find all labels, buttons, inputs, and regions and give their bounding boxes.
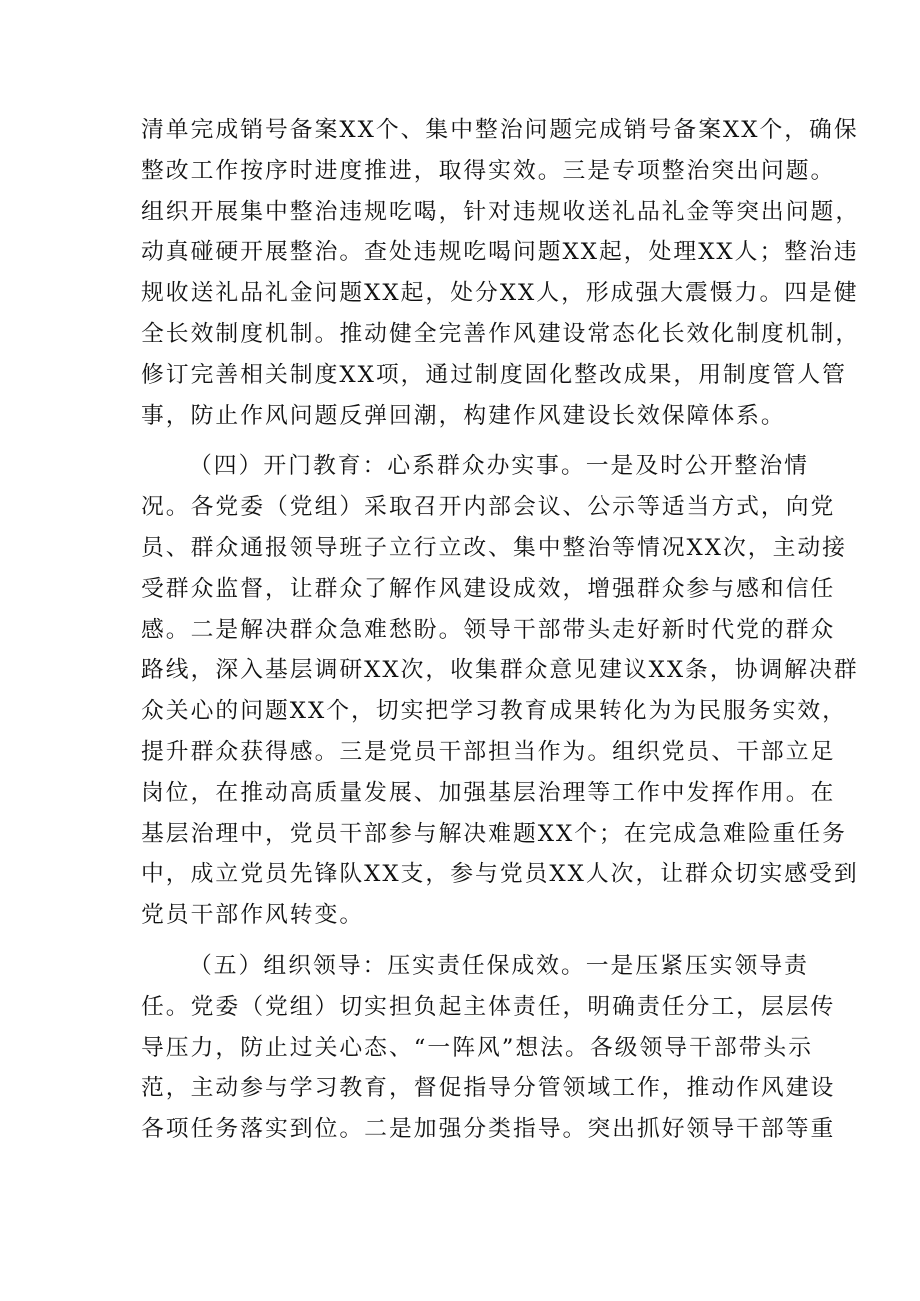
text-line: 党员干部作风转变。 (141, 902, 365, 929)
paragraph-spacer (141, 436, 787, 446)
text-line: 清单完成销号备案XX个、集中整治问题完成销号备案XX个，确保 (141, 117, 859, 143)
document-body (141, 110, 861, 1150)
text-line: 动真碰硬开展整治。查处违规吃喝问题XX起，处理XX人；整治违 (141, 239, 859, 266)
text-line: 基层治理中，党员干部参与解决难题XX个；在完成急难险重任务 (141, 820, 847, 847)
text-line: 路线，深入基层调研XX次，收集群众意见建议XX条，协调解决群 (141, 657, 859, 684)
text-line: 导压力，防止过关心态、“一阵风”想法。各级领导干部带头示 (141, 1034, 814, 1061)
text-line: 修订完善相关制度XX项，通过制度固化整改成果，用制度管人管 (141, 361, 847, 388)
text-line: 全长效制度机制。推动健全完善作风建设常态化长效化制度机制， (141, 320, 861, 347)
text-line: 受群众监督，让群众了解作风建设成效，增强群众参与感和信任 (141, 575, 836, 602)
text-line: 事，防止作风问题反弹回潮，构建作风建设长效保障体系。 (141, 402, 786, 429)
paragraph (141, 946, 836, 1150)
text-line: 员、群众通报领导班子立行立改、集中整治等情况XX次，主动接 (141, 534, 847, 561)
text-line: 况。各党委（党组）采取召开内部会议、公示等适当方式，向党 (141, 494, 836, 521)
text-line: 组织开展集中整治违规吃喝，针对违规收送礼品礼金等突出问题， (141, 198, 861, 225)
text-line: 岗位，在推动高质量发展、加强基层治理等工作中发挥作用。在 (141, 779, 836, 806)
paragraph (141, 446, 859, 936)
text-line: 任。党委（党组）切实担负起主体责任，明确责任分工，层层传 (141, 993, 836, 1020)
text-line: 提升群众获得感。三是党员干部担当作为。组织党员、干部立足 (141, 738, 836, 765)
text-line: 感。二是解决群众急难愁盼。领导干部带头走好新时代党的群众 (141, 616, 836, 643)
text-line: 众关心的问题XX个，切实把学习教育成果转化为为民服务实效， (141, 698, 847, 725)
text-line: 整改工作按序时进度推进，取得实效。三是专项整治突出问题。 (141, 157, 836, 184)
text-line: 中，成立党员先锋队XX支，参与党员XX人次，让群众切实感受到 (141, 861, 859, 888)
text-line: 范，主动参与学习教育，督促指导分管领域工作，推动作风建设 (141, 1075, 836, 1102)
paragraph (141, 110, 861, 436)
section-heading-line: （五）组织领导：压实责任保成效。一是压紧压实领导责 (189, 952, 809, 979)
paragraph-spacer (141, 936, 787, 946)
text-line: 规收送礼品礼金问题XX起，处分XX人，形成强大震慑力。四是健 (141, 280, 859, 307)
section-heading-line: （四）开门教育：心系群众办实事。一是及时公开整治情 (189, 453, 809, 480)
text-line: 各项任务落实到位。二是加强分类指导。突出抓好领导干部等重 (141, 1116, 836, 1143)
